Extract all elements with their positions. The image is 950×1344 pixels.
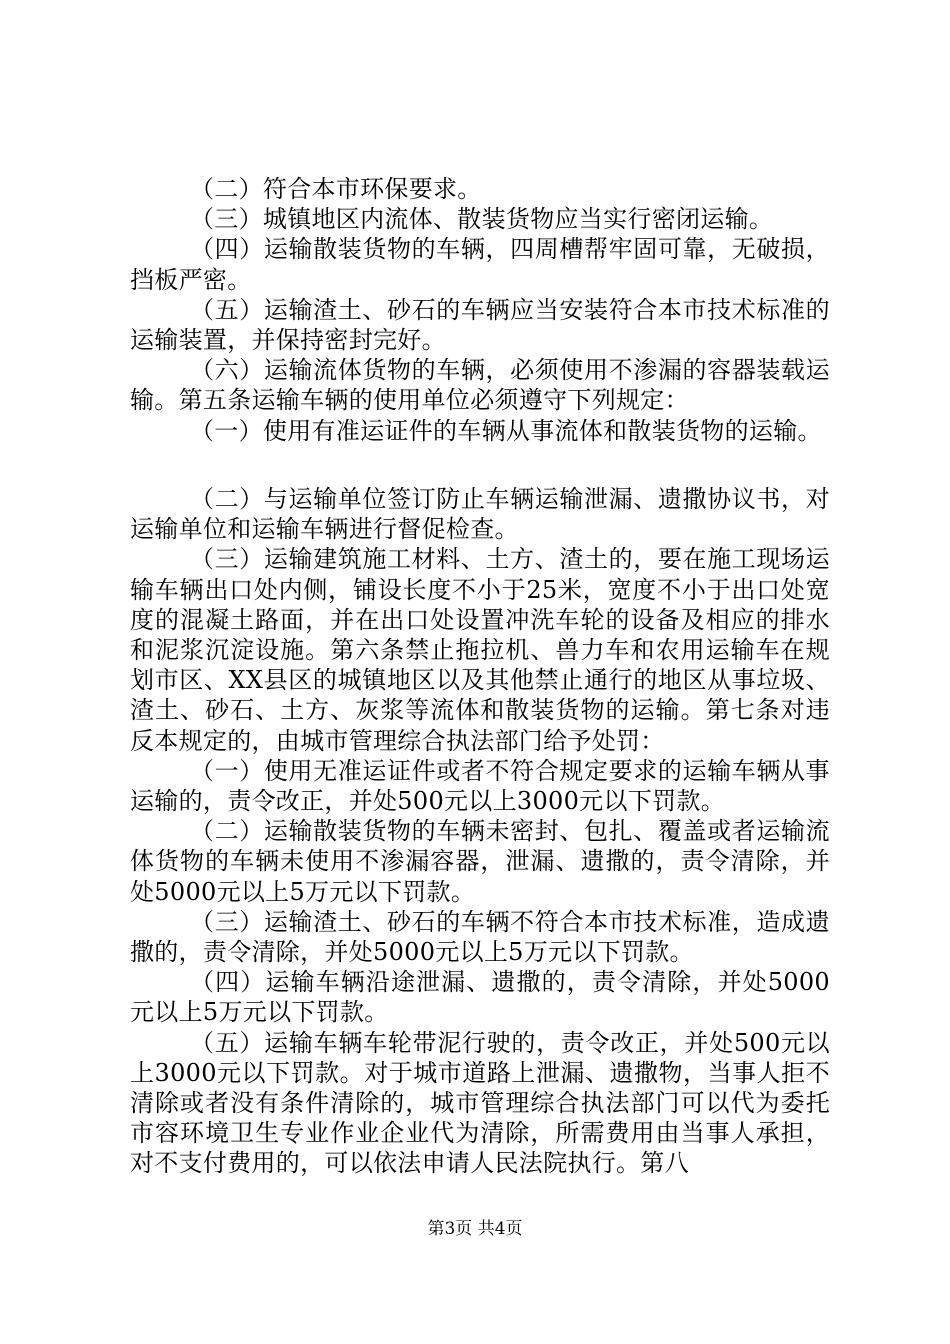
paragraph-top-2: （三）城镇地区内流体、散装货物应当实行密闭运输。 bbox=[190, 205, 774, 234]
paragraph-bottom-2: （三）运输建筑施工材料、土方、渣土的，要在施工现场运输车辆出口处内侧，铺设长度不小于25米，宽度不小于出口处宽度的混凝土路面，并在出口处设置冲洗车轮的设备及相应的排水和泥浆沉淀设施。第六条禁止拖拉机、兽力车和农用运输车在规划市区、XX县区的城镇地区以及其他禁止通行的地区从事垃圾、渣土、砂石、土方、灰浆等流体和散装货物的运输。第七条对违反本规定的，由城市管理综合执法部门给予处罚： bbox=[130, 545, 830, 755]
paragraph-top-5: （六）运输流体货物的车辆，必须使用不渗漏的容器装载运输。第五条运输车辆的使用单位必须遵守下列规定： bbox=[130, 356, 830, 415]
body-text-bottom bbox=[130, 484, 830, 1179]
paragraph-bottom-1: （二）与运输单位签订防止车辆运输泄漏、遗撒协议书，对运输单位和运输车辆进行督促检查。 bbox=[130, 485, 830, 544]
paragraph-bottom-4: （二）运输散装货物的车辆未密封、包扎、覆盖或者运输流体货物的车辆未使用不渗漏容器，泄漏、遗撒的，责令清除，并处5000元以上5万元以下罚款。 bbox=[130, 817, 830, 906]
paragraph-top-4: （五）运输渣土、砂石的车辆应当安装符合本市技术标准的运输装置，并保持密封完好。 bbox=[130, 295, 830, 355]
paragraph-bottom-6: （四）运输车辆沿途泄漏、遗撒的，责令清除，并处5000元以上5万元以下罚款。 bbox=[130, 968, 830, 1027]
page-number-footer: 第3页 共4页 bbox=[427, 1219, 523, 1239]
paragraph-bottom-3: （一）使用无准运证件或者不符合规定要求的运输车辆从事运输的，责令改正，并处500元以上3000元以下罚款。 bbox=[130, 756, 830, 816]
paragraph-bottom-7: （五）运输车辆车轮带泥行驶的，责令改正，并处500元以上3000元以下罚款。对于城市道路上泄漏、遗撒物，当事人拒不清除或者没有条件清除的，城市管理综合执法部门可以代为委托市容环境卫生专业作业企业代为清除，所需费用由当事人承担，对不支付费用的，可以依法申请人民法院执行。第八 bbox=[130, 1028, 830, 1178]
body-text-top bbox=[130, 174, 830, 446]
paragraph-bottom-5: （三）运输渣土、砂石的车辆不符合本市技术标准，造成遗撒的，责令清除，并处5000元以上5万元以下罚款。 bbox=[130, 907, 830, 967]
paragraph-top-3: （四）运输散装货物的车辆，四周槽帮牢固可靠，无破损，挡板严密。 bbox=[130, 235, 830, 294]
paragraph-top-6: （一）使用有准运证件的车辆从事流体和散装货物的运输。 bbox=[190, 416, 822, 445]
paragraph-top-1: （二）符合本市环保要求。 bbox=[190, 175, 482, 203]
